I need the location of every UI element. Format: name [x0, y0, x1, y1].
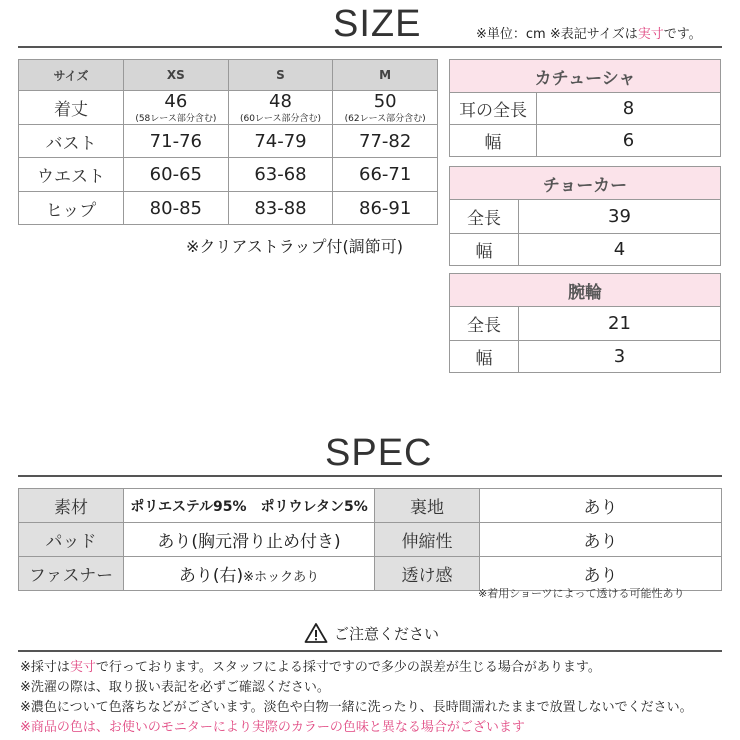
accessory-row-value: 6 — [537, 125, 721, 157]
size-header-xs: XS — [124, 60, 229, 91]
bust-s: 74-79 — [228, 125, 333, 158]
bust-m: 77-82 — [333, 125, 438, 158]
accessory-table-katyusha — [449, 59, 721, 157]
accessory-title: チョーカー — [450, 167, 721, 200]
unit-note: ※単位：cm ※表記サイズは実寸です。 — [476, 27, 702, 42]
size-header-label: サイズ — [19, 60, 124, 91]
sheer-note: ※着用ショーツによって透ける可能性あり — [478, 587, 685, 600]
hip-m: 86-91 — [333, 192, 438, 225]
accessory-row-value: 21 — [519, 307, 721, 341]
table-row — [19, 523, 722, 557]
size-title: SIZE — [333, 3, 422, 45]
spec-title: SPEC — [325, 432, 433, 474]
row-label-waist: ウエスト — [19, 158, 124, 192]
spec-label-material: 素材 — [19, 489, 124, 523]
spec-divider — [18, 475, 722, 477]
size-table — [18, 59, 438, 225]
accessory-row-label: 耳の全長 — [450, 93, 537, 125]
waist-m: 66-71 — [333, 158, 438, 192]
accessory-row-label: 全長 — [450, 200, 519, 234]
size-header-s: S — [228, 60, 333, 91]
length-xs: 46 (58レース部分含む) — [124, 91, 229, 125]
spec-label-stretch: 伸縮性 — [375, 523, 480, 557]
caution-heading — [304, 622, 439, 644]
accessory-row-label: 全長 — [450, 307, 519, 341]
spec-label-lining: 裏地 — [375, 489, 480, 523]
note-line: ※商品の色は、お使いのモニターにより実際のカラーの色味と異なる場合がございます — [20, 720, 525, 735]
spec-label-sheer: 透け感 — [375, 557, 480, 591]
row-label-length: 着丈 — [19, 91, 124, 125]
waist-xs: 60-65 — [124, 158, 229, 192]
spec-value-sheer: あり — [480, 557, 722, 591]
size-divider — [18, 46, 722, 48]
note-line: ※洗濯の際は、取り扱い表記を必ずご確認ください。 — [20, 680, 330, 695]
accessory-row-value: 8 — [537, 93, 721, 125]
hip-xs: 80-85 — [124, 192, 229, 225]
length-m: 50 (62レース部分含む) — [333, 91, 438, 125]
accessory-row-label: 幅 — [450, 341, 519, 373]
row-label-bust: バスト — [19, 125, 124, 158]
accessory-table-choker — [449, 166, 721, 266]
warning-icon — [304, 622, 328, 644]
spec-value-material: ポリエステル95% ポリウレタン5% — [124, 489, 375, 523]
table-row — [19, 158, 438, 192]
accessory-row-value: 3 — [519, 341, 721, 373]
table-row — [19, 91, 438, 125]
spec-table — [18, 488, 722, 591]
length-s: 48 (60レース部分含む) — [228, 91, 333, 125]
accessory-row-value: 39 — [519, 200, 721, 234]
spec-value-stretch: あり — [480, 523, 722, 557]
table-row — [19, 489, 722, 523]
size-header-m: M — [333, 60, 438, 91]
spec-label-zipper: ファスナー — [19, 557, 124, 591]
accessory-title: カチューシャ — [450, 60, 721, 93]
accessory-table-bracelet — [449, 273, 721, 373]
spec-value-lining: あり — [480, 489, 722, 523]
waist-s: 63-68 — [228, 158, 333, 192]
caution-notes — [20, 658, 693, 738]
caution-title: ご注意ください — [334, 624, 440, 643]
spec-value-pad: あり(胸元滑り止め付き) — [124, 523, 375, 557]
row-label-hip: ヒップ — [19, 192, 124, 225]
accessory-row-label: 幅 — [450, 234, 519, 266]
note-line: ※濃色について色落ちなどがございます。淡色や白物一緒に洗ったり、長時間濡れたままで放置しないでください。 — [20, 700, 693, 715]
note-line: ※採寸は実寸で行っております。スタッフによる採寸ですので多少の誤差が生じる場合があります。 — [20, 660, 601, 675]
accessory-row-value: 4 — [519, 234, 721, 266]
accessory-title: 腕輪 — [450, 274, 721, 307]
table-row — [19, 192, 438, 225]
caution-divider — [18, 650, 722, 652]
spec-label-pad: パッド — [19, 523, 124, 557]
bust-xs: 71-76 — [124, 125, 229, 158]
accessory-row-label: 幅 — [450, 125, 537, 157]
spec-value-zipper: あり(右)※ホックあり — [124, 557, 375, 591]
strap-note: ※クリアストラップ付(調節可) — [186, 237, 403, 256]
hip-s: 83-88 — [228, 192, 333, 225]
table-row — [19, 125, 438, 158]
